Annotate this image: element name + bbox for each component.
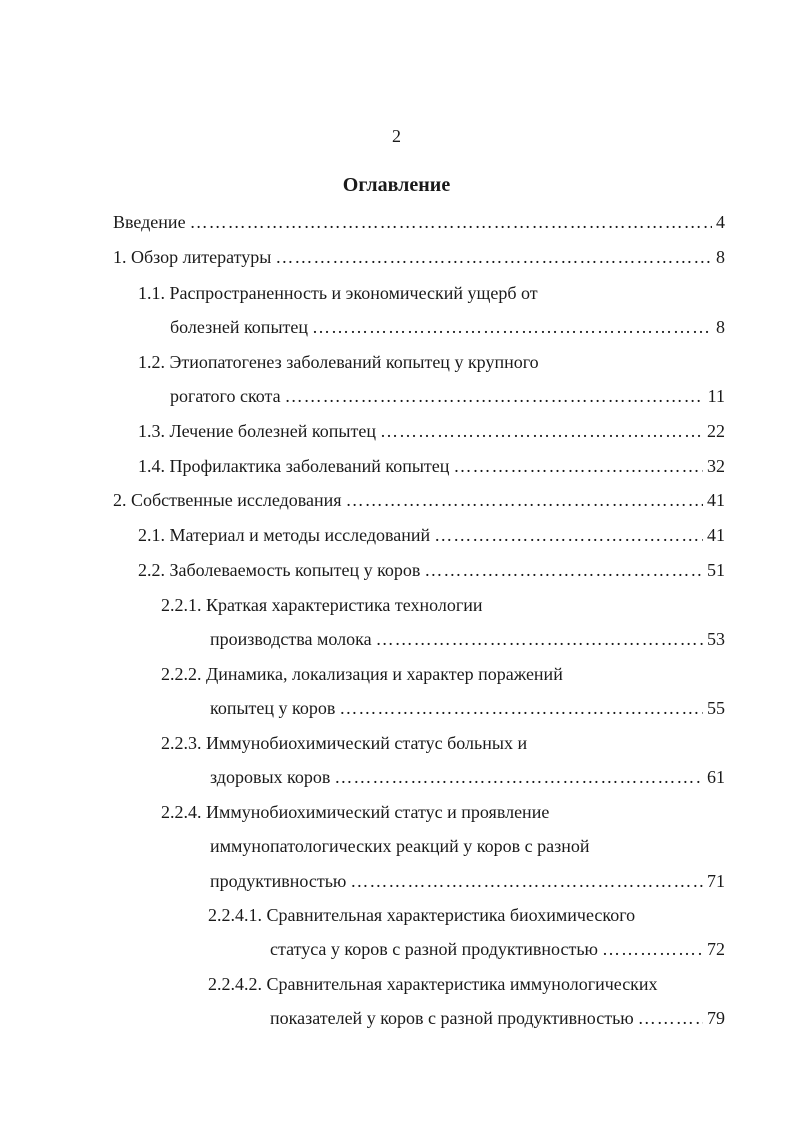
toc-entry-text: 1. Обзор литературы (113, 247, 272, 267)
toc-entry (210, 869, 725, 893)
toc-entry-page: 79 (707, 1008, 725, 1028)
dot-leader (346, 488, 703, 512)
toc-entry-page: 4 (716, 212, 725, 232)
toc-entry-text: 2. Собственные исследования (113, 490, 342, 510)
toc-entry-line1: 2.2.1. Краткая характеристика технологии (161, 595, 483, 615)
dot-leader (285, 384, 704, 408)
toc-entry-line2: иммунопатологических реакций у коров с разной (210, 836, 590, 856)
toc-entry-text: 1.4. Профилактика заболеваний копытец (138, 456, 450, 476)
dot-leader (453, 454, 703, 478)
toc-entry-text: статуса у коров с разной продуктивностью (270, 939, 598, 959)
toc-entry-line1: 2.2.2. Динамика, локализация и характер поражений (161, 664, 563, 684)
toc-entry-page: 61 (707, 767, 725, 787)
toc-entry-line1: 2.2.4. Иммунобиохимический статус и проявление (161, 802, 550, 822)
page-number: 2 (392, 126, 401, 146)
toc-entry (170, 315, 725, 339)
dot-leader (339, 696, 703, 720)
toc-entry-text: продуктивностью (210, 871, 347, 891)
toc-entry-text: рогатого скота (170, 386, 281, 406)
toc-entry-text: производства молока (210, 629, 372, 649)
toc-entry-line1: 2.2.4.1. Сравнительная характеристика биохимического (208, 905, 636, 925)
toc-entry-text: 2.2. Заболеваемость копытец у коров (138, 560, 421, 580)
toc-entry-text: болезней копытец (170, 317, 309, 337)
dot-leader (424, 558, 703, 582)
toc-entry (138, 523, 725, 547)
toc-title: Оглавление (342, 174, 451, 196)
dot-leader (312, 315, 712, 339)
toc-entry-page: 22 (707, 421, 725, 441)
toc-entry-page: 71 (707, 871, 725, 891)
toc-entry-page: 55 (707, 698, 725, 718)
toc-entry-text: копытец у коров (210, 698, 336, 718)
toc-entry-line1: 2.2.3. Иммунобиохимический статус больных и (161, 733, 528, 753)
toc-entry-line1: 1.2. Этиопатогенез заболеваний копытец у крупного (138, 352, 539, 372)
toc-entry (210, 765, 725, 789)
toc-entry (270, 937, 725, 961)
toc-entry-page: 51 (707, 560, 725, 580)
toc-entry (113, 245, 725, 269)
toc-entry (113, 210, 725, 234)
toc-entry (113, 488, 725, 512)
toc-entry-text: Введение (113, 212, 186, 232)
dot-leader (638, 1006, 703, 1030)
toc-entry (170, 384, 725, 408)
toc-entry-page: 72 (707, 939, 725, 959)
toc-entry (270, 1006, 725, 1030)
toc-entry-page: 41 (707, 525, 725, 545)
dot-leader (602, 937, 703, 961)
dot-leader (275, 245, 712, 269)
toc-entry-text: 1.3. Лечение болезней копытец (138, 421, 376, 441)
dot-leader (376, 627, 703, 651)
toc-entry-line1: 2.2.4.2. Сравнительная характеристика иммунологических (208, 974, 658, 994)
toc-entry (138, 419, 725, 443)
dot-leader (190, 210, 712, 234)
toc-entry-page: 8 (716, 317, 725, 337)
toc-entry-text: 2.1. Материал и методы исследований (138, 525, 431, 545)
dot-leader (434, 523, 703, 547)
toc-entry (210, 627, 725, 651)
dot-leader (350, 869, 703, 893)
toc-entry-text: показателей у коров с разной продуктивностью (270, 1008, 634, 1028)
toc-entry-line1: 1.1. Распространенность и экономический ущерб от (138, 283, 538, 303)
toc-entry (138, 454, 725, 478)
toc-entry-page: 41 (707, 490, 725, 510)
toc-entry-page: 32 (707, 456, 725, 476)
toc-entry-page: 8 (716, 247, 725, 267)
toc-entry-text: здоровых коров (210, 767, 331, 787)
toc-entry-page: 53 (707, 629, 725, 649)
dot-leader (380, 419, 703, 443)
toc-entry-page: 11 (707, 386, 725, 406)
toc-entry (210, 696, 725, 720)
dot-leader (334, 765, 703, 789)
toc-entry (138, 558, 725, 582)
